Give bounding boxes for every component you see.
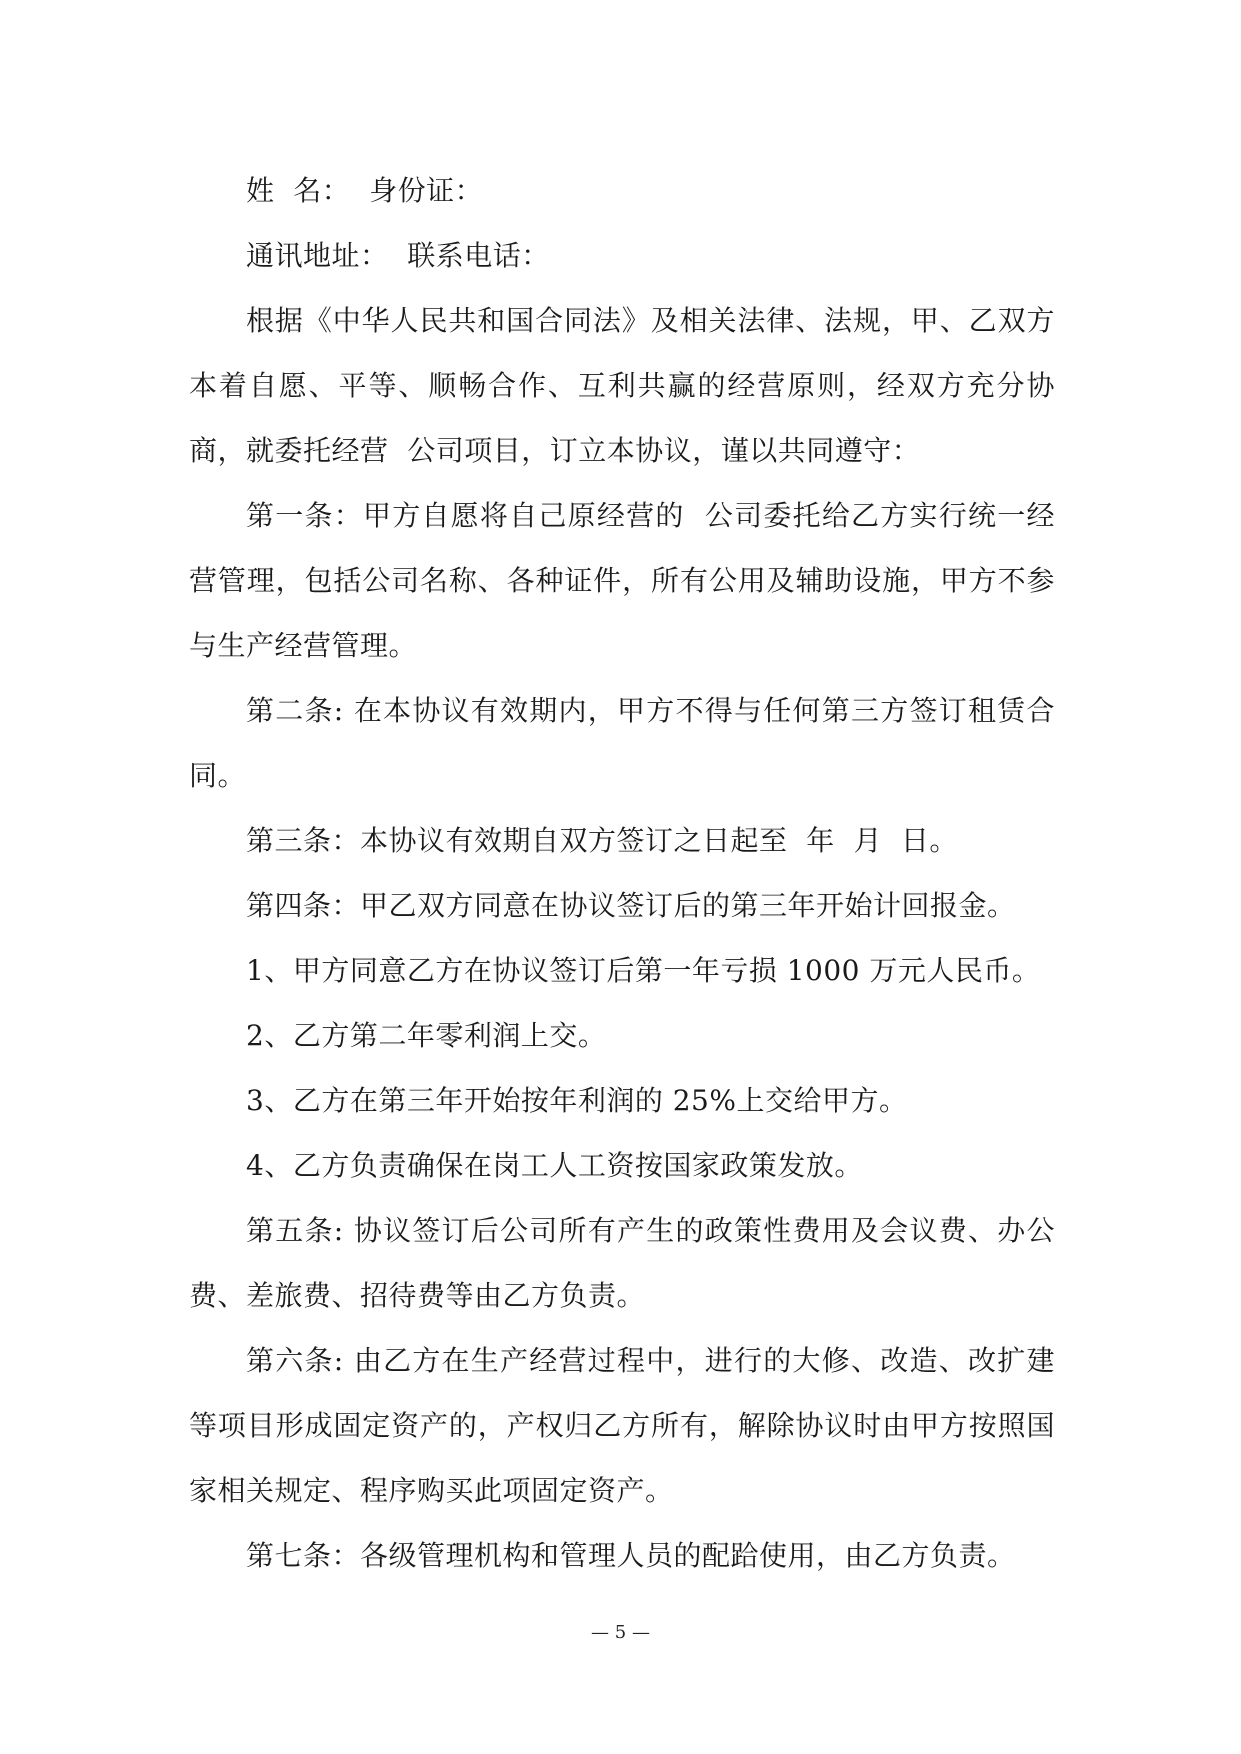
field-name-id: 姓 名： 身份证： xyxy=(246,174,484,207)
article-2: 第二条: 在本协议有效期内，甲方不得与任何第三方签订租赁合同。 xyxy=(189,694,1055,792)
article-1: 第一条：甲方自愿将自己原经营的 公司委托给乙方实行统一经营管理，包括公司名称、各种证件，所有公用及辅助设施，甲方不参与生产经营管理。 xyxy=(189,499,1055,662)
article-7: 第七条：各级管理机构和管理人员的配跲使用，由乙方负责。 xyxy=(246,1539,1016,1572)
article-5: 第五条: 协议签订后公司所有产生的政策性费用及会议费、办公费、差旅费、招待费等由乙方负责。 xyxy=(189,1214,1055,1312)
article-4-item-2: 2、乙方第二年零利润上交。 xyxy=(246,1019,607,1052)
article-4-item-4: 4、乙方负责确保在岗工人工资按国家政策发放。 xyxy=(246,1149,863,1182)
article-3: 第三条：本协议有效期自双方签订之日起至 年 月 日。 xyxy=(246,824,958,857)
article-4: 第四条：甲乙双方同意在协议签订后的第三年开始计回报金。 xyxy=(246,889,1016,922)
document-body xyxy=(189,158,1055,1588)
article-4-item-1: 1、甲方同意乙方在协议签订后第一年亏损 1000 万元人民币。 xyxy=(246,954,1041,987)
preamble-paragraph: 根据《中华人民共和国合同法》及相关法律、法规，甲、乙双方本着自愿、平等、顺畅合作、互利共赢的经营原则，经双方充分协商，就委托经营 公司项目，订立本协议，谨以共同遵守： xyxy=(189,304,1055,467)
page-number: — 5 — xyxy=(591,1622,650,1643)
field-address-phone: 通讯地址： 联系电话： xyxy=(246,239,550,272)
article-6: 第六条: 由乙方在生产经营过程中，进行的大修、改造、改扩建等项目形成固定资产的，产权归乙方所有，解除协议时由甲方按照国家相关规定、程序购买此项固定资产。 xyxy=(189,1344,1055,1507)
article-4-item-3: 3、乙方在第三年开始按年利润的 25%上交给甲方。 xyxy=(246,1084,908,1117)
